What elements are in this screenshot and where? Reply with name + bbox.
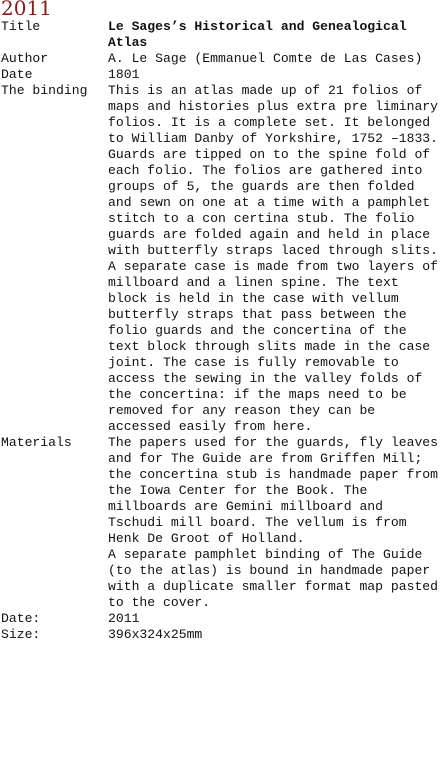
record-row-binding [1, 83, 442, 435]
size-value: 396x324x25mm [108, 627, 203, 642]
title-value: Le Sages’s Historical and Genealogical Atlas [108, 19, 407, 50]
page-year-heading: 2011 [1, 0, 52, 20]
record-row-size [1, 627, 442, 643]
binding-paragraph: A separate case is made from two layers of millboard and a linen spine. The text block is held in the case with vellum butterfly straps that pass between the folio guards and the concertina of the text block through slits made in the case joint. The case is fully removable to access the sewing in the valley folds of the concertina: if the maps need to be removed for any reason they can be accessed easily from here. [108, 259, 439, 434]
materials-description [108, 435, 442, 611]
author-label: Author [1, 51, 49, 66]
catalogue-record-table [1, 19, 442, 643]
author-value: A. Le Sage (Emmanuel Comte de Las Cases) [108, 51, 423, 66]
record-row-date [1, 67, 442, 83]
date-value: 1801 [108, 67, 140, 82]
date-made-label: Date: [1, 611, 41, 626]
record-row-materials [1, 435, 442, 611]
record-row-date-made [1, 611, 442, 627]
size-label: Size: [1, 627, 41, 642]
record-row-author [1, 51, 442, 67]
binding-label: The binding [1, 83, 88, 98]
materials-label: Materials [1, 435, 72, 450]
binding-description [108, 83, 442, 435]
binding-paragraph: Guards are tipped on to the spine fold of each folio. The folios are gathered into groups of 5, the guards are then folded and sewn on one at a time with a pamphlet stitch to a con certina stub. The folio guards are folded again and held in place with butterfly straps laced through slits. [108, 147, 439, 258]
title-label: Title [1, 19, 41, 34]
binding-paragraph: This is an atlas made up of 21 folios of maps and histories plus extra pre liminary folios. It is a complete set. It belonged to William Danby of Yorkshire, 1752 –1833. [108, 83, 439, 146]
materials-paragraph: A separate pamphlet binding of The Guide (to the atlas) is bound in handmade paper with a duplicate smaller format map pasted to the cover. [108, 547, 439, 610]
date-made-value: 2011 [108, 611, 140, 626]
record-row-title [1, 19, 442, 51]
date-label: Date [1, 67, 33, 82]
materials-paragraph: The papers used for the guards, fly leaves and for The Guide are from Griffen Mill; the concertina stub is handmade paper from the Iowa Center for the Book. The millboards are Gemini millboard and Tschudi mill board. The vellum is from Henk De Groot of Holland. [108, 435, 439, 546]
